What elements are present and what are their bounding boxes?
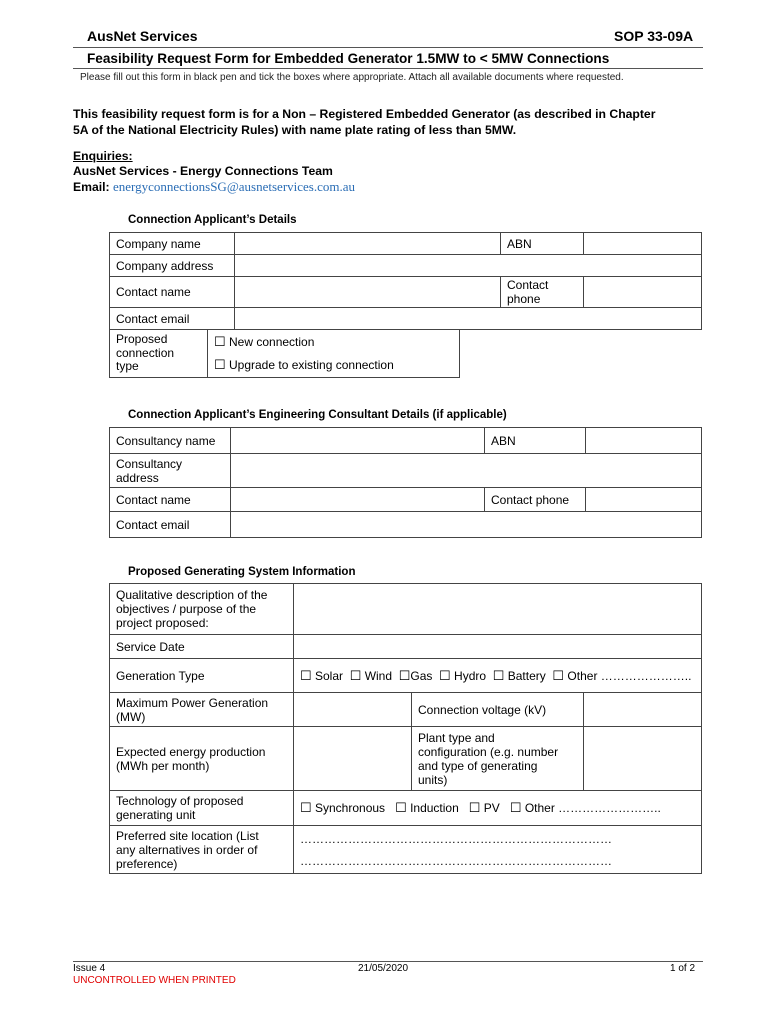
site-location-field[interactable] xyxy=(294,826,702,874)
consultancy-address-line2: address xyxy=(116,470,159,485)
consultant-abn-label: ABN xyxy=(485,428,586,454)
option-new-connection[interactable] xyxy=(208,330,460,354)
gen-option-other-label: Other xyxy=(567,668,598,683)
tech-option-induction[interactable] xyxy=(395,801,459,815)
tech-option-pv-label: PV xyxy=(483,801,500,815)
energy-production-field[interactable] xyxy=(294,727,412,791)
checkbox-icon[interactable]: ☐ xyxy=(492,667,505,683)
checkbox-icon[interactable]: ☐ xyxy=(300,800,312,815)
proposed-label-line1: Proposed xyxy=(116,332,168,347)
footer-uncontrolled: UNCONTROLLED WHEN PRINTED xyxy=(73,975,236,986)
max-power-line1: Maximum Power Generation xyxy=(116,695,269,710)
consultant-contact-phone-label: Contact phone xyxy=(485,488,586,512)
proposed-connection-type-label xyxy=(110,330,208,378)
tech-other-dots: …………………….. xyxy=(558,801,661,815)
abn-field[interactable] xyxy=(584,233,702,255)
checkbox-icon[interactable]: ☐ xyxy=(552,667,565,683)
checkbox-icon[interactable]: ☐ xyxy=(439,667,451,683)
gen-option-hydro-label: Hydro xyxy=(454,668,487,683)
header-rule xyxy=(73,47,703,48)
applicant-table xyxy=(109,232,702,330)
gen-option-gas[interactable] xyxy=(399,669,433,683)
service-date-label: Service Date xyxy=(110,635,294,659)
gen-option-wind[interactable] xyxy=(350,669,392,683)
footer-date: 21/05/2020 xyxy=(358,963,409,974)
contact-phone-label-line2: phone xyxy=(507,292,541,306)
site-dots-line1: …………………………………………………………………… xyxy=(300,831,612,846)
tech-option-other[interactable] xyxy=(510,801,661,815)
proposed-label-line2: connection xyxy=(116,345,175,360)
qualitative-description-label xyxy=(110,584,294,635)
consultant-contact-email-field[interactable] xyxy=(231,512,702,538)
company-name: AusNet Services xyxy=(87,28,198,44)
plant-line4: units) xyxy=(418,772,448,787)
plant-type-field[interactable] xyxy=(584,727,702,791)
checkbox-icon[interactable]: ☐ xyxy=(214,333,226,349)
tech-option-synchronous-label: Synchronous xyxy=(315,801,386,815)
plant-type-label xyxy=(412,727,584,791)
technology-line1: Technology of proposed xyxy=(116,794,244,808)
proposed-label-line3: type xyxy=(116,359,139,374)
consultant-contact-email-label: Contact email xyxy=(110,512,231,538)
plant-line2: configuration (e.g. number xyxy=(418,744,559,759)
qualitative-line3: project proposed: xyxy=(116,616,209,630)
intro-line-2: 5A of the National Electricity Rules) with name plate rating of less than 5MW. xyxy=(73,123,517,137)
energy-line1: Expected energy production xyxy=(116,744,266,759)
consultancy-address-field[interactable] xyxy=(231,454,702,488)
contact-name-field[interactable] xyxy=(235,277,501,308)
max-power-field[interactable] xyxy=(294,693,412,727)
gen-option-battery-label: Battery xyxy=(507,668,546,683)
site-dots-line2: …………………………………………………………………… xyxy=(300,853,612,868)
contact-phone-label-line1: Contact xyxy=(507,278,549,292)
qualitative-description-field[interactable] xyxy=(294,584,702,635)
checkbox-icon[interactable]: ☐ xyxy=(468,800,481,815)
abn-label: ABN xyxy=(501,233,584,255)
enquiries-heading: Enquiries: xyxy=(73,149,133,163)
gen-option-other[interactable] xyxy=(552,669,691,683)
technology-line2: generating unit xyxy=(116,808,196,822)
enquiries-team: AusNet Services - Energy Connections Team xyxy=(73,164,333,178)
energy-production-label xyxy=(110,727,294,791)
company-address-field[interactable] xyxy=(235,255,702,277)
consultant-contact-name-label: Contact name xyxy=(110,488,231,512)
gen-option-hydro[interactable] xyxy=(439,669,486,683)
consultant-abn-field[interactable] xyxy=(586,428,702,454)
contact-name-label: Contact name xyxy=(110,277,235,308)
connection-type-table xyxy=(109,329,460,378)
gen-option-battery[interactable] xyxy=(493,669,546,683)
company-name-label: Company name xyxy=(110,233,235,255)
footer-issue: Issue 4 xyxy=(73,963,106,974)
checkbox-icon[interactable]: ☐ xyxy=(349,667,362,683)
applicant-section-title: Connection Applicant’s Details xyxy=(128,214,297,226)
consultancy-address-line1: Consultancy xyxy=(116,456,183,471)
gen-option-solar[interactable] xyxy=(300,669,343,683)
checkbox-icon[interactable]: ☐ xyxy=(395,800,407,815)
tech-option-pv[interactable] xyxy=(469,801,500,815)
footer-page-number: 1 of 2 xyxy=(670,963,696,974)
consultancy-name-label: Consultancy name xyxy=(110,428,231,454)
email-label: Email: xyxy=(73,180,113,194)
footer-rule xyxy=(73,961,703,962)
gen-option-wind-label: Wind xyxy=(364,668,393,683)
consultant-contact-phone-field[interactable] xyxy=(586,488,702,512)
qualitative-line1: Qualitative description of the xyxy=(116,588,268,602)
enquiries-email-row xyxy=(73,179,355,195)
consultant-contact-name-field[interactable] xyxy=(231,488,485,512)
tech-option-induction-label: Induction xyxy=(410,801,459,815)
gen-option-solar-label: Solar xyxy=(315,668,344,683)
company-name-field[interactable] xyxy=(235,233,501,255)
contact-phone-field[interactable] xyxy=(584,277,702,308)
document-code: SOP 33-09A xyxy=(614,28,694,44)
plant-line1: Plant type and xyxy=(418,730,495,745)
contact-email-label: Contact email xyxy=(110,308,235,330)
connection-voltage-field[interactable] xyxy=(584,693,702,727)
intro-line-1: This feasibility request form is for a Non – Registered Embedded Generator (as described in Chapter xyxy=(73,107,656,121)
generating-section-title: Proposed Generating System Information xyxy=(128,566,356,578)
form-instructions: Please fill out this form in black pen and tick the boxes where appropriate. Attach all available documents where requested. xyxy=(80,72,624,83)
tech-option-other-label: Other xyxy=(524,801,555,815)
max-power-line2: (MW) xyxy=(116,709,146,724)
form-title: Feasibility Request Form for Embedded Generator 1.5MW to < 5MW Connections xyxy=(87,51,610,66)
contact-email-field[interactable] xyxy=(235,308,702,330)
checkbox-icon[interactable]: ☐ xyxy=(300,667,312,683)
generation-type-label: Generation Type xyxy=(110,659,294,693)
option-new-label: New connection xyxy=(229,334,315,349)
email-link[interactable]: energyconnectionsSG@ausnetservices.com.au xyxy=(112,179,356,194)
connection-voltage-label: Connection voltage (kV) xyxy=(412,693,584,727)
checkbox-icon[interactable]: ☐ xyxy=(509,800,522,815)
service-date-field[interactable] xyxy=(294,635,702,659)
gen-option-gas-label: Gas xyxy=(410,668,433,683)
checkbox-icon[interactable]: ☐ xyxy=(398,667,411,683)
checkbox-icon[interactable]: ☐ xyxy=(214,357,226,373)
site-location-label xyxy=(110,826,294,874)
qualitative-line2: objectives / purpose of the xyxy=(116,602,257,616)
max-power-label xyxy=(110,693,294,727)
tech-option-synchronous[interactable] xyxy=(300,801,385,815)
site-line2: any alternatives in order of xyxy=(116,842,258,857)
plant-line3: and type of generating xyxy=(418,758,538,773)
consultancy-address-label xyxy=(110,454,231,488)
site-line3: preference) xyxy=(116,856,178,871)
consultant-table xyxy=(109,427,702,538)
title-rule xyxy=(73,68,703,69)
energy-line2: (MWh per month) xyxy=(116,758,210,773)
technology-label xyxy=(110,791,294,826)
company-address-label: Company address xyxy=(110,255,235,277)
contact-phone-label xyxy=(501,277,584,308)
generating-table xyxy=(109,583,702,874)
consultancy-name-field[interactable] xyxy=(231,428,485,454)
site-line1: Preferred site location (List xyxy=(116,828,259,843)
option-upgrade-label: Upgrade to existing connection xyxy=(229,358,394,373)
technology-options xyxy=(294,791,702,826)
consultant-section-title: Connection Applicant’s Engineering Consultant Details (if applicable) xyxy=(128,409,507,421)
generation-type-options xyxy=(294,659,702,693)
option-upgrade-connection[interactable] xyxy=(208,354,460,378)
gen-other-dots: ………………….. xyxy=(600,668,692,683)
